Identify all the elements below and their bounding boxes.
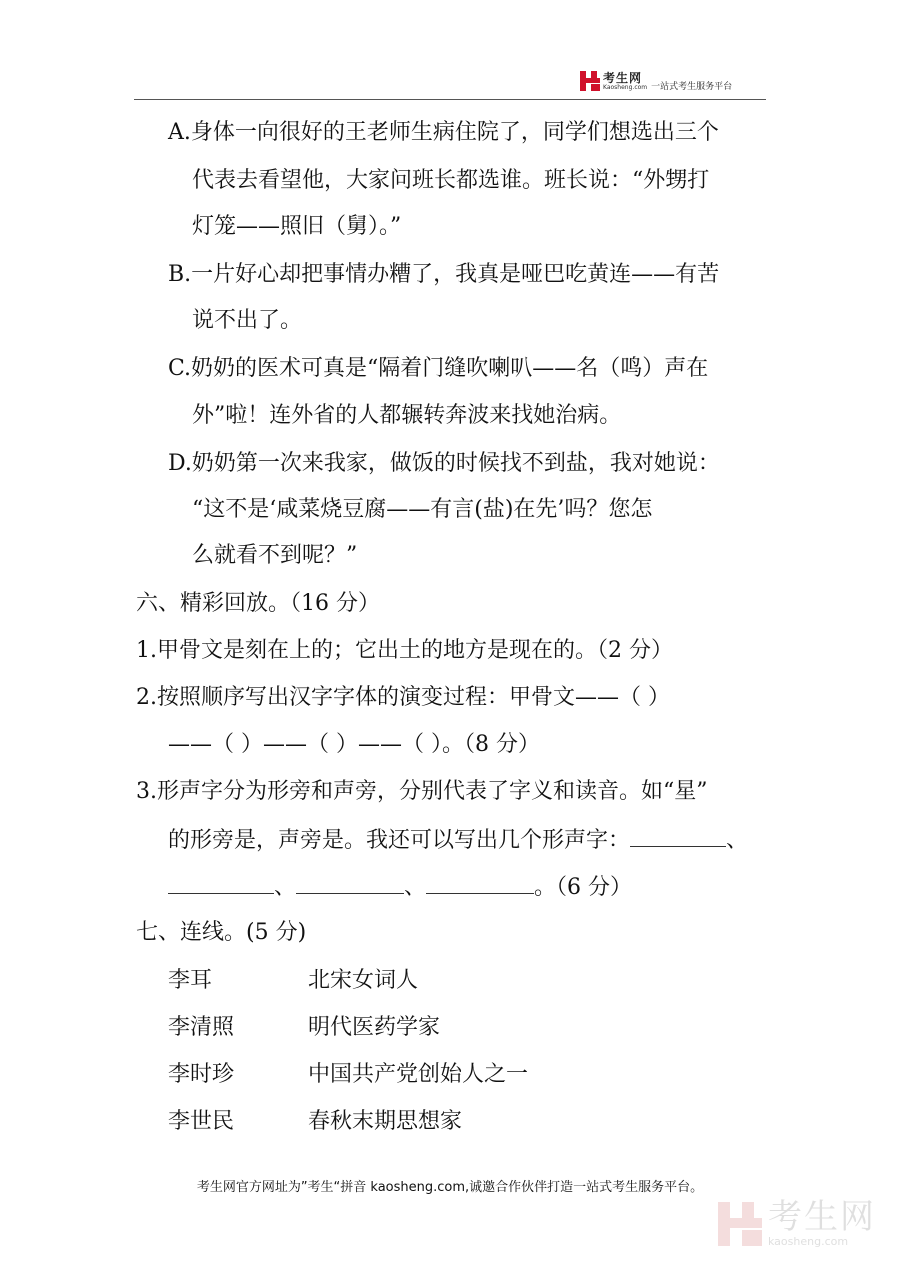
match-left-item-4[interactable]: 李世民 [168, 1109, 235, 1134]
watermark-text: 考生网 [768, 1197, 876, 1237]
match-right-item-3[interactable]: 中国共产党创始人之一 [308, 1062, 529, 1087]
watermark [718, 1197, 876, 1248]
logo-domain: Kaosheng.com [603, 83, 648, 91]
option-c-line-1: C.奶奶的医术可真是“隔着门缝吹喇叭——名（鸣）声在 [168, 356, 709, 381]
separator: 、 [726, 828, 749, 853]
option-a-line-3: 灯笼——照旧（舅）。” [192, 214, 402, 239]
separator: 、 [404, 875, 427, 900]
answer-blank-4[interactable] [426, 871, 534, 894]
header-logo [580, 68, 732, 94]
option-b-line-2: 说不出了。 [192, 308, 303, 333]
option-d-line-1: D.奶奶第一次来我家，做饭的时候找不到盐，我对她说： [168, 451, 720, 476]
match-left-item-1[interactable]: 李耳 [168, 968, 213, 993]
answer-blank-1[interactable] [630, 824, 726, 847]
logo-text: 考生网 [603, 70, 643, 85]
option-a-line-2: 代表去看望他，大家问班长都选谁。班长说：“外甥打 [192, 168, 710, 193]
watermark-logo-icon [718, 1202, 762, 1246]
option-d-line-3: 么就看不到呢？” [192, 543, 358, 568]
option-d-line-2: “这不是‘咸菜烧豆腐——有言(盐)在先’吗？您怎 [192, 497, 653, 522]
question-6-3-line-2 [168, 824, 748, 856]
question-6-3-line-3 [168, 871, 632, 903]
answer-blank-2[interactable] [168, 871, 274, 894]
watermark-domain: kaosheng.com [768, 1235, 849, 1248]
match-left-item-3[interactable]: 李时珍 [168, 1062, 235, 1087]
answer-blank-3[interactable] [296, 871, 404, 894]
question-6-2-line-2: ——（ ）——（ ）——（ ）。（8 分） [168, 732, 540, 757]
question-6-3-text: 的形旁是，声旁是。我还可以写出几个形声字： [168, 828, 631, 853]
option-a-line-1: A.身体一向很好的王老师生病住院了，同学们想选出三个 [168, 120, 719, 145]
option-c-line-2: 外”啦！连外省的人都辗转奔波来找她治病。 [192, 403, 622, 428]
kaosheng-logo-icon [580, 71, 600, 91]
question-6-2-line-1: 2.按照顺序写出汉字字体的演变过程：甲骨文——（ ） [136, 685, 670, 710]
footer-text: 考生网官方网址为”考生“拼音 kaosheng.com,诚邀合作伙伴打造一站式考生服务平台。 [196, 1180, 704, 1195]
question-6-3-points: 。（6 分） [534, 875, 633, 900]
match-left-item-2[interactable]: 李清照 [168, 1015, 235, 1040]
section-7-title: 七、连线。(5 分) [136, 920, 307, 945]
match-right-item-4[interactable]: 春秋末期思想家 [308, 1109, 463, 1134]
separator: 、 [274, 875, 297, 900]
section-6-title: 六、精彩回放。（16 分） [136, 591, 380, 616]
option-b-line-1: B.一片好心却把事情办糟了，我真是哑巴吃黄连——有苦 [168, 262, 720, 287]
question-6-3-line-1: 3.形声字分为形旁和声旁，分别代表了字义和读音。如“星” [136, 779, 708, 804]
match-right-item-1[interactable]: 北宋女词人 [308, 968, 419, 993]
header-slogan: 一站式考生服务平台 [651, 81, 733, 92]
header-divider [134, 99, 766, 100]
question-6-1: 1.甲骨文是刻在上的；它出土的地方是现在的。（2 分） [136, 638, 673, 663]
match-right-item-2[interactable]: 明代医药学家 [308, 1015, 441, 1040]
